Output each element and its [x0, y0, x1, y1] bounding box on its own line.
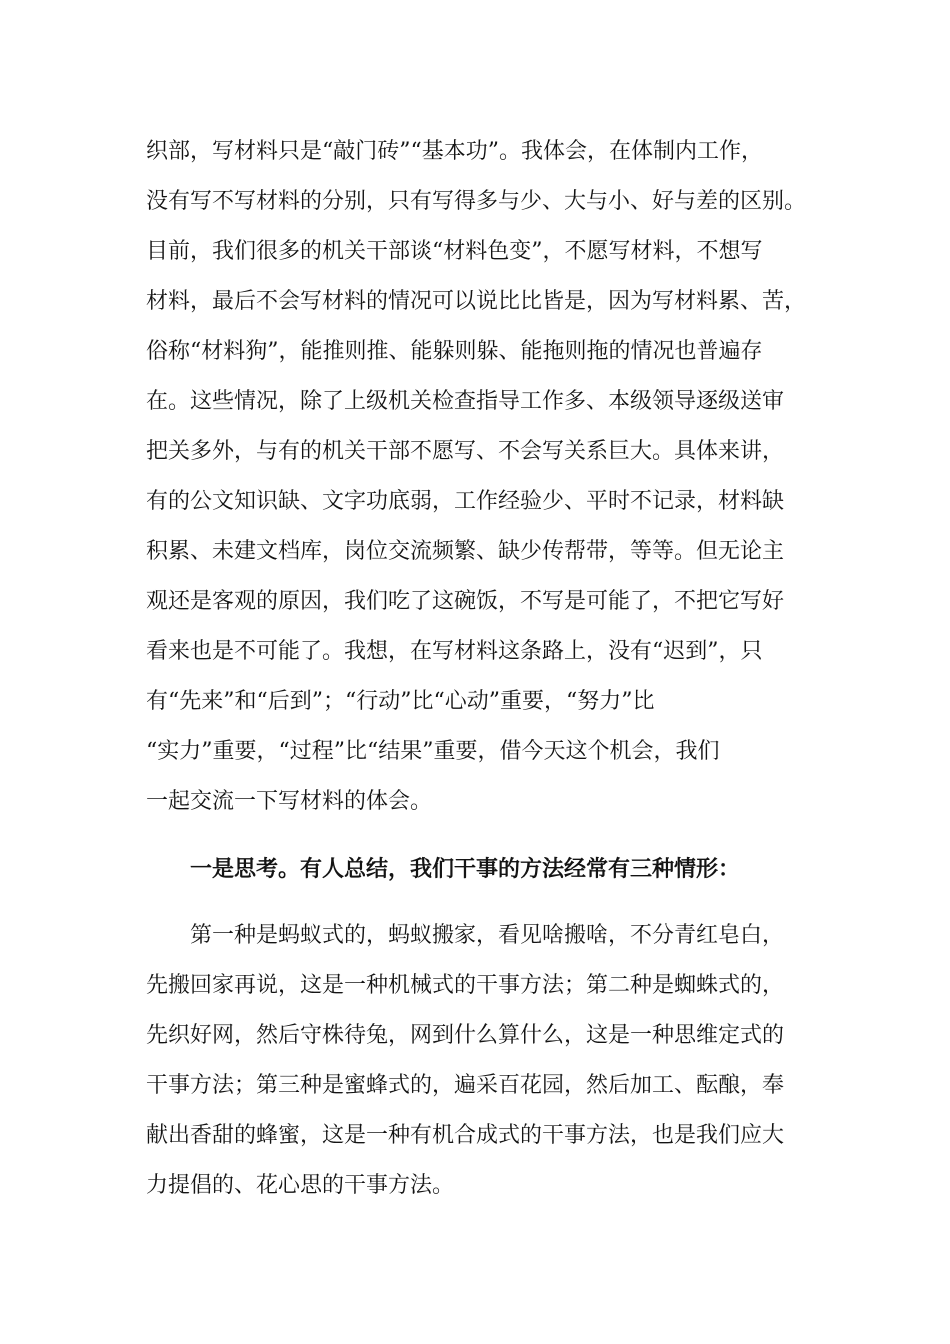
text-line: 力提倡的、花心思的干事方法。: [146, 1173, 455, 1198]
text-line: 观还是客观的原因，我们吃了这碗饭，不写是可能了，不把它写好: [146, 589, 785, 614]
text-line: 干事方法；第三种是蜜蜂式的，遍采百花园，然后加工、酝酿，奉: [146, 1073, 785, 1098]
text-line: 织部，写材料只是“敲门砖”“基本功”。我体会，在体制内工作，: [146, 139, 763, 164]
text-line: 材料，最后不会写材料的情况可以说比比皆是，因为写材料累、苦，: [146, 289, 807, 314]
text-line: 先搬回家再说，这是一种机械式的干事方法；第二种是蜘蛛式的，: [146, 973, 785, 998]
text-line: “实力”重要，“过程”比“结果”重要，借今天这个机会，我们: [146, 739, 720, 764]
text-line: 在。这些情况，除了上级机关检查指导工作多、本级领导逐级送审: [146, 389, 785, 414]
text-line: 积累、未建文档库，岗位交流频繁、缺少传帮带，等等。但无论主: [146, 539, 785, 564]
text-line: 有的公文知识缺、文字功底弱，工作经验少、平时不记录，材料缺: [146, 489, 785, 514]
text-line: 俗称“材料狗”，能推则推、能躲则躲、能拖则拖的情况也普遍存: [146, 339, 763, 364]
text-line: 第一种是蚂蚁式的，蚂蚁搬家，看见啥搬啥，不分青红皂白，: [190, 923, 785, 948]
text-line: 目前，我们很多的机关干部谈“材料色变”，不愿写材料，不想写: [146, 239, 763, 264]
text-line: 没有写不写材料的分别，只有写得多与少、大与小、好与差的区别。: [146, 189, 807, 214]
text-line: 先织好网，然后守株待兔，网到什么算什么，这是一种思维定式的: [146, 1023, 785, 1048]
section-heading: 一是思考。有人总结，我们干事的方法经常有三种情形：: [190, 857, 741, 882]
text-line: 有“先来”和“后到”；“行动”比“心动”重要，“努力”比: [146, 689, 655, 714]
text-line: 看来也是不可能了。我想，在写材料这条路上，没有“迟到”，只: [146, 639, 763, 664]
text-line: 献出香甜的蜂蜜，这是一种有机合成式的干事方法，也是我们应大: [146, 1123, 785, 1148]
text-line: 把关多外，与有的机关干部不愿写、不会写关系巨大。具体来讲，: [146, 439, 785, 464]
text-line: 一起交流一下写材料的体会。: [146, 789, 433, 814]
